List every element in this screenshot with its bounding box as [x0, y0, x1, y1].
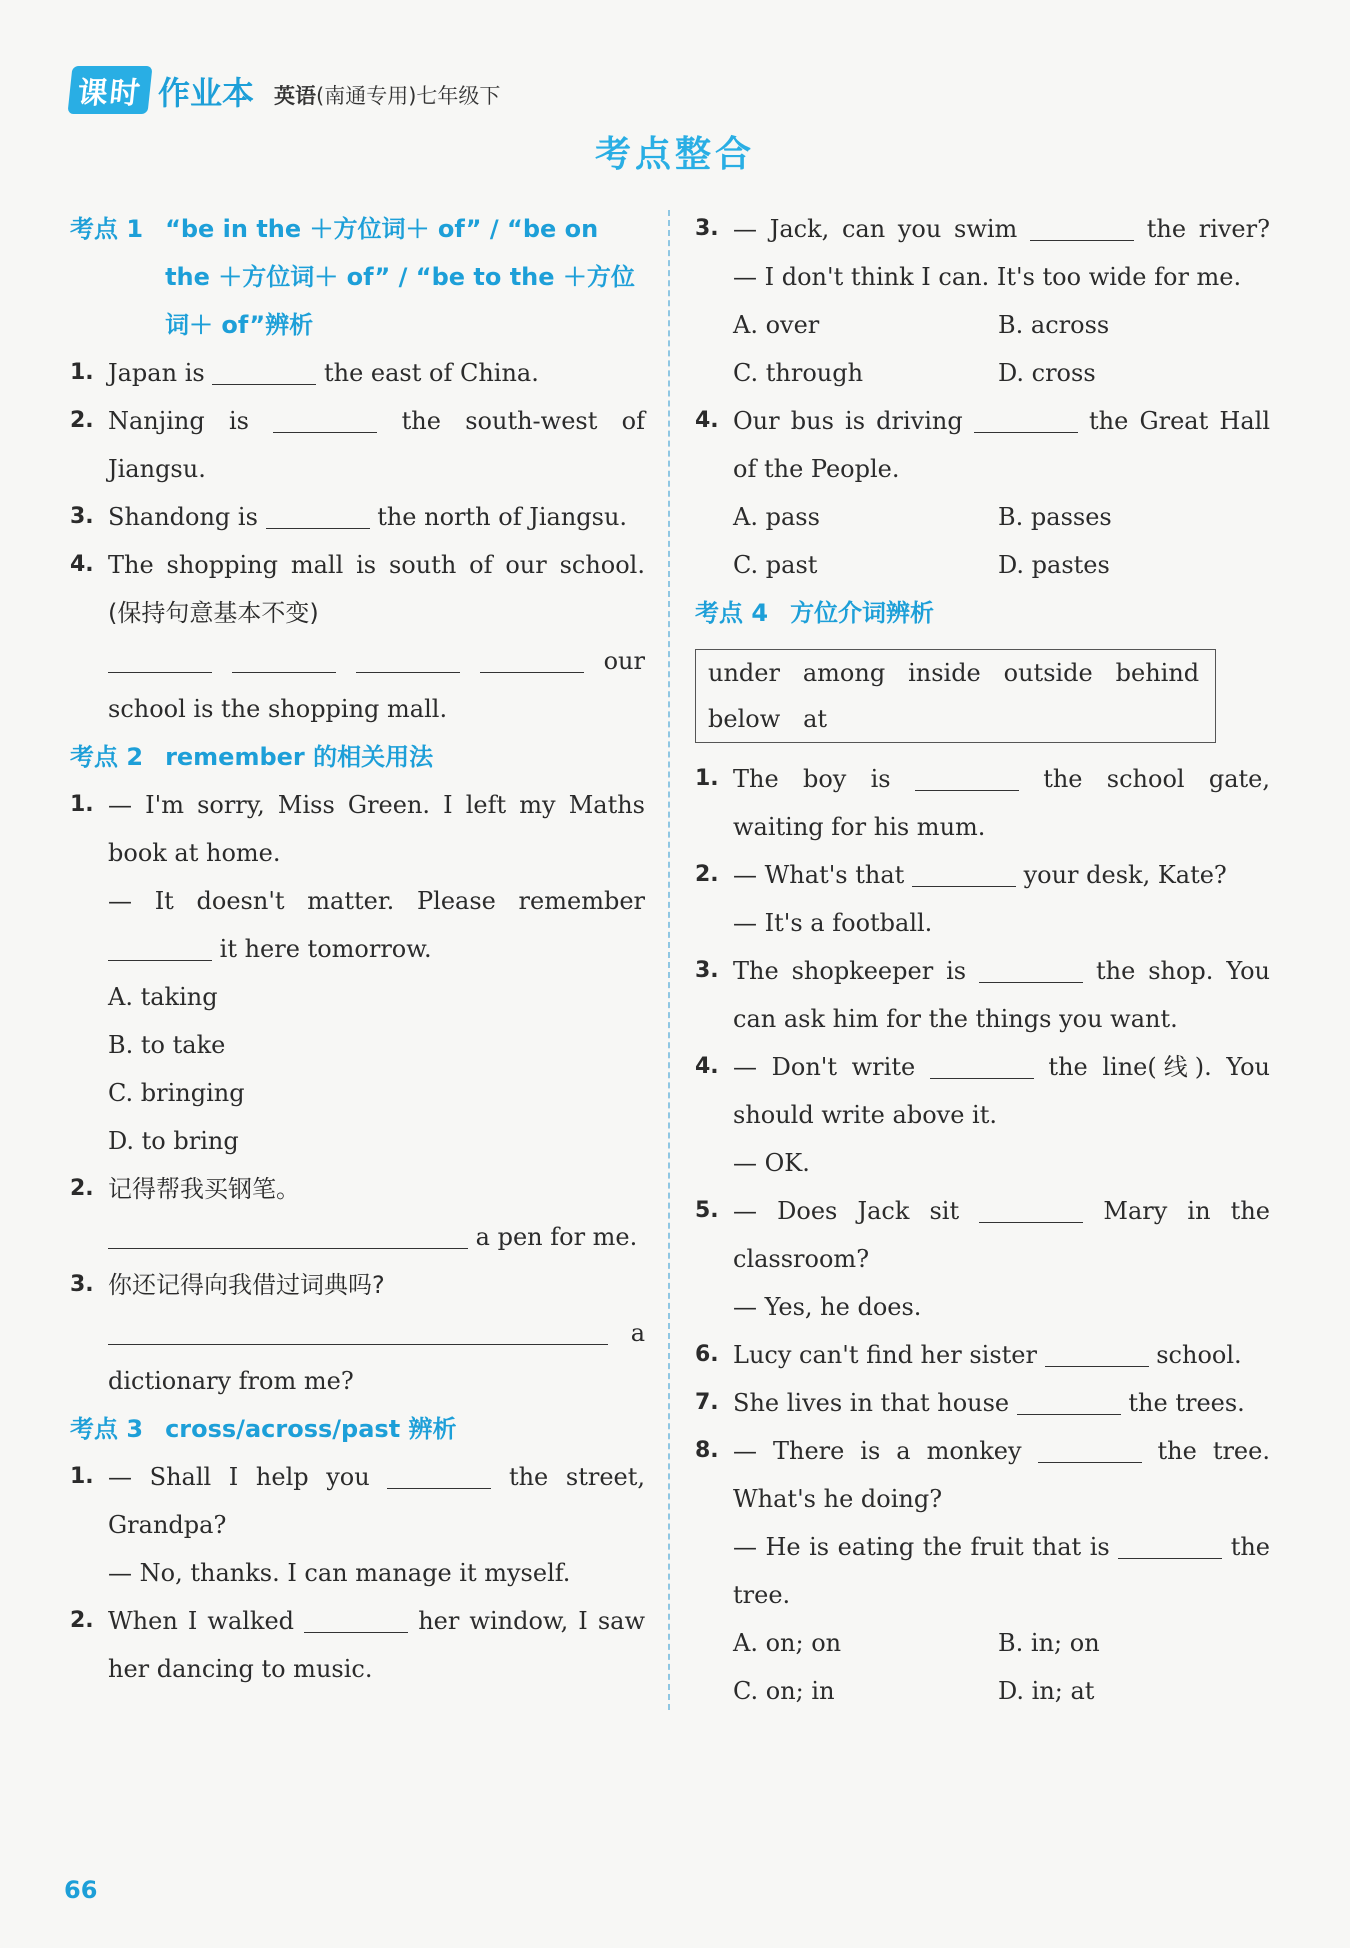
s3-question-1: 1. — Shall I help you the street, Grandpa? — No, thanks. I can manage it myself. — [70, 1453, 645, 1597]
s4-question-2: 2. — What's that your desk, Kate? — It's a football. — [695, 851, 1270, 947]
answer-blank[interactable] — [1030, 210, 1134, 241]
answer-blank[interactable] — [108, 1218, 468, 1249]
right-column — [695, 205, 1270, 1715]
s3-question-4: 4. Our bus is driving the Great Hall of the People. — [695, 397, 1270, 493]
s4-question-8: 8. — There is a monkey the tree. What's he doing? — He is eating the fruit that is the tree. — [695, 1427, 1270, 1619]
s3-q4-options — [695, 493, 1270, 589]
page-header — [70, 66, 500, 114]
answer-blank[interactable] — [273, 402, 377, 433]
answer-blank[interactable] — [974, 402, 1078, 433]
s3-question-3: 3. — Jack, can you swim the river? — I don't think I can. It's too wide for me. — [695, 205, 1270, 301]
answer-blank[interactable] — [304, 1602, 408, 1633]
answer-blank[interactable] — [480, 642, 584, 673]
option-a[interactable]: A. over — [733, 311, 820, 339]
book-subtitle: 英语(南通专用)七年级下 — [274, 84, 501, 108]
s2-question-3: 3. 你还记得向我借过词典吗? a dictionary from me? — [70, 1271, 645, 1395]
option-c[interactable]: C. bringing — [108, 1079, 245, 1107]
s4-question-6: 6. Lucy can't find her sister school. — [695, 1331, 1270, 1379]
word-bank-line-2: below at — [708, 705, 828, 733]
s4-question-1: 1. The boy is the school gate, waiting for his mum. — [695, 755, 1270, 851]
option-c[interactable]: C. on; in — [733, 1677, 835, 1705]
answer-blank[interactable] — [212, 354, 316, 385]
answer-blank[interactable] — [912, 856, 1016, 887]
answer-blank[interactable] — [1038, 1432, 1142, 1463]
answer-blank[interactable] — [387, 1458, 491, 1489]
s4-question-7: 7. She lives in that house the trees. — [695, 1379, 1270, 1427]
option-c[interactable]: C. through — [733, 359, 864, 387]
s4-question-3: 3. The shopkeeper is the shop. You can ask him for the things you want. — [695, 947, 1270, 1043]
s4-question-5: 5. — Does Jack sit Mary in the classroom? — Yes, he does. — [695, 1187, 1270, 1331]
s3-question-2: 2. When I walked her window, I saw her dancing to music. — [70, 1597, 645, 1693]
s1-question-3: 3. Shandong is the north of Jiangsu. — [70, 493, 645, 541]
s4-q8-options — [695, 1619, 1270, 1715]
page-title: 考点整合 — [594, 134, 755, 175]
column-divider — [668, 210, 670, 1710]
section-3-heading: 考点 3 cross/across/past 辨析 — [70, 1415, 457, 1443]
section-1-heading: 考点 1 “be in the ＋方位词＋ of” / “be on the ＋方位词＋ of” / “be to the ＋方位词＋ of”辨析 — [70, 215, 635, 339]
s2-question-1: 1. — I'm sorry, Miss Green. I left my Maths book at home. — It doesn't matter. Please remember it here tomorrow. A. taking B. to take C. bringing D. to bring — [70, 781, 645, 1165]
answer-blank[interactable] — [108, 930, 212, 961]
option-d[interactable]: D. cross — [998, 359, 1096, 387]
section-2-heading: 考点 2 remember 的相关用法 — [70, 743, 434, 771]
option-b[interactable]: B. in; on — [998, 1629, 1100, 1657]
section-4-heading: 考点 4 方位介词辨析 — [695, 599, 935, 627]
answer-blank[interactable] — [232, 642, 336, 673]
s2-question-2: 2. 记得帮我买钢笔。 a pen for me. — [70, 1175, 638, 1251]
left-column — [70, 205, 645, 1693]
option-a[interactable]: A. taking — [108, 983, 218, 1011]
option-c[interactable]: C. past — [733, 551, 818, 579]
s1-question-4: 4. The shopping mall is south of our school. (保持句意基本不变) — [70, 551, 645, 627]
option-d[interactable]: D. to bring — [108, 1127, 239, 1155]
answer-blank[interactable] — [266, 498, 370, 529]
option-b[interactable]: B. passes — [998, 503, 1112, 531]
s1-question-2: 2. Nanjing is the south-west of Jiangsu. — [70, 397, 645, 493]
s1-q4-tail: school is the shopping mall. — [108, 695, 448, 723]
s1-question-1: 1. Japan is the east of China. — [70, 349, 645, 397]
option-d[interactable]: D. in; at — [998, 1677, 1095, 1705]
page-number: 66 — [64, 1876, 98, 1904]
answer-blank[interactable] — [108, 642, 212, 673]
answer-blank[interactable] — [915, 760, 1019, 791]
word-bank — [695, 649, 1216, 743]
answer-blank[interactable] — [356, 642, 460, 673]
option-b[interactable]: B. across — [998, 311, 1110, 339]
answer-blank[interactable] — [979, 952, 1083, 983]
answer-blank[interactable] — [1118, 1528, 1222, 1559]
answer-blank[interactable] — [1017, 1384, 1121, 1415]
answer-blank[interactable] — [930, 1048, 1034, 1079]
answer-blank[interactable] — [979, 1192, 1083, 1223]
word-bank-line-1: under among inside outside behind — [708, 659, 1200, 687]
answer-blank[interactable] — [1045, 1336, 1149, 1367]
s4-question-4: 4. — Don't write the line(线). You should write above it. — OK. — [695, 1043, 1270, 1187]
option-b[interactable]: B. to take — [108, 1031, 226, 1059]
option-d[interactable]: D. pastes — [998, 551, 1110, 579]
option-a[interactable]: A. pass — [733, 503, 820, 531]
s3-q3-options — [695, 301, 1270, 397]
series-logo: 课时 — [67, 66, 152, 114]
answer-blank[interactable] — [108, 1314, 608, 1345]
option-a[interactable]: A. on; on — [733, 1629, 842, 1657]
s1-q4-rewrite-line: our — [70, 637, 645, 685]
series-name: 作业本 — [158, 74, 255, 112]
